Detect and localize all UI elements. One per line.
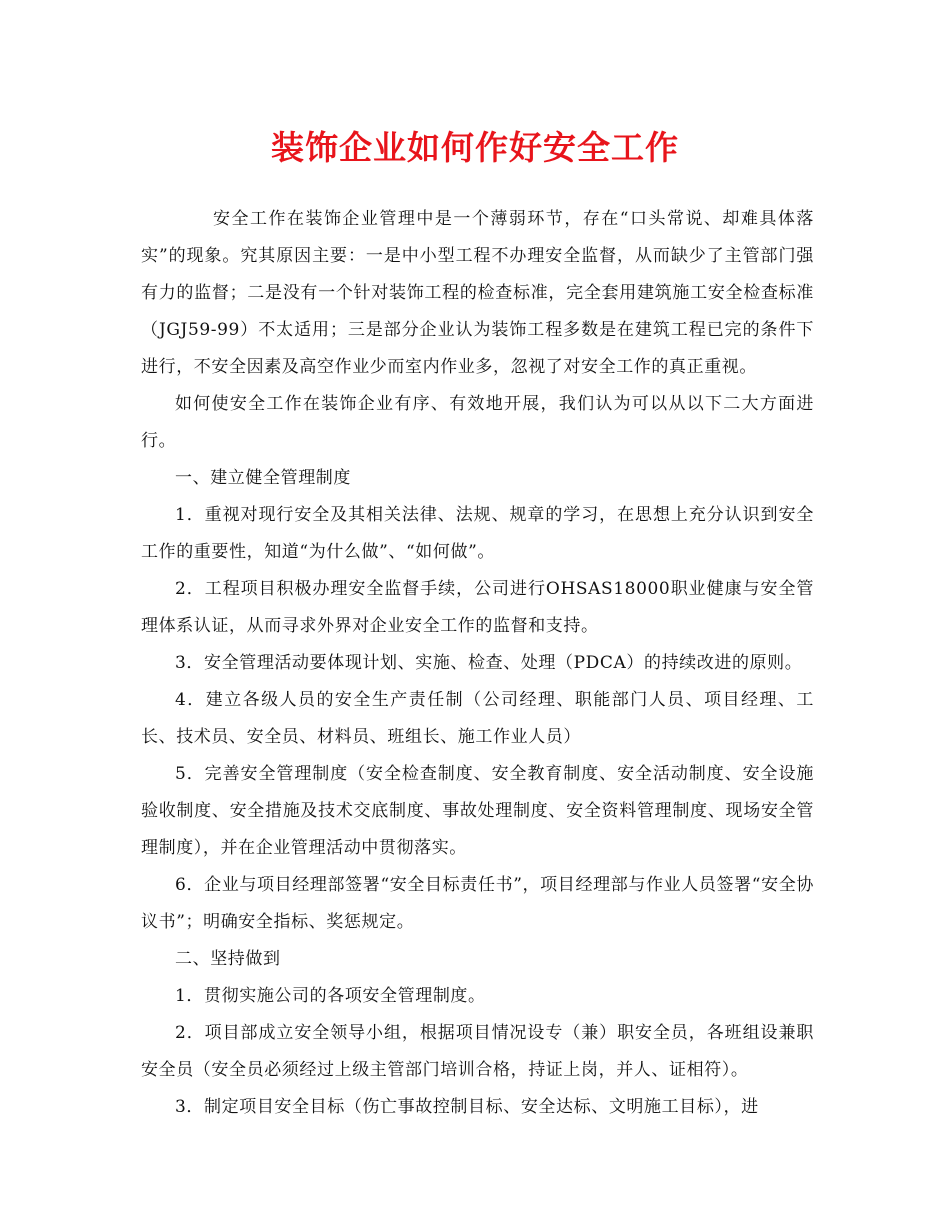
list-item-2-2: 2．项目部成立安全领导小组，根据项目情况设专（兼）职安全员，各班组设兼职安全员（安全员必须经过上级主管部门培训合格，持证上岗，并人、证相符）。 <box>141 1023 814 1080</box>
document-title: 装饰企业如何作好安全工作 <box>271 128 679 167</box>
section-heading-2: 二、坚持做到 <box>175 949 281 969</box>
list-item-1-1: 1．重视对现行安全及其相关法律、法规、规章的学习，在思想上充分认识到安全工作的重要性，知道“为什么做”、“如何做”。 <box>141 505 814 562</box>
list-item-1-3: 3．安全管理活动要体现计划、实施、检查、处理（PDCA）的持续改进的原则。 <box>175 653 803 673</box>
paragraph-approach: 如何使安全工作在装饰企业有序、有效地开展，我们认为可以从以下二大方面进行。 <box>141 394 814 451</box>
list-item-2-1: 1．贯彻实施公司的各项安全管理制度。 <box>175 986 486 1006</box>
list-item-2-3: 3．制定项目安全目标（伤亡事故控制目标、安全达标、文明施工目标），进 <box>175 1097 759 1117</box>
list-item-1-4: 4．建立各级人员的安全生产责任制（公司经理、职能部门人员、项目经理、工长、技术员、安全员、材料员、班组长、施工作业人员） <box>141 690 814 747</box>
list-item-1-5: 5．完善安全管理制度（安全检查制度、安全教育制度、安全活动制度、安全设施验收制度、安全措施及技术交底制度、事故处理制度、安全资料管理制度、现场安全管理制度），并在企业管理活动中贯彻落实。 <box>141 764 814 858</box>
list-item-1-6: 6．企业与项目经理部签署“安全目标责任书”，项目经理部与作业人员签署“安全协议书”；明确安全指标、奖惩规定。 <box>141 875 814 932</box>
document-body <box>141 201 814 1126</box>
paragraph-intro: 安全工作在装饰企业管理中是一个薄弱环节，存在“口头常说、却难具体落实”的现象。究其原因主要：一是中小型工程不办理安全监督，从而缺少了主管部门强有力的监督；二是没有一个针对装饰工程的检查标准，完全套用建筑施工安全检查标准（JGJ59-99）不太适用；三是部分企业认为装饰工程多数是在建筑工程已完的条件下进行，不安全因素及高空作业少而室内作业多，忽视了对安全工作的真正重视。 <box>141 209 814 377</box>
section-heading-1: 一、建立健全管理制度 <box>175 468 351 488</box>
list-item-1-2: 2．工程项目积极办理安全监督手续，公司进行OHSAS18000职业健康与安全管理体系认证，从而寻求外界对企业安全工作的监督和支持。 <box>141 579 814 636</box>
